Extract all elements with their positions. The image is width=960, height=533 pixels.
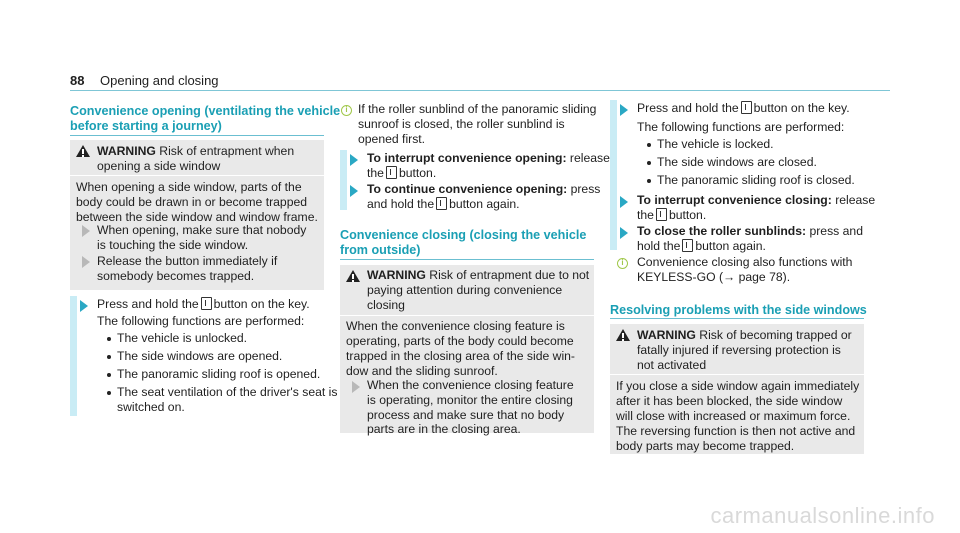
- page-header-title: Opening and closing: [100, 73, 219, 88]
- warning-body: The reversing function is then not active and: [616, 424, 856, 438]
- step-text: button.: [398, 166, 437, 180]
- warning-heading-cont: closing: [367, 298, 405, 312]
- step-arrow-icon: [350, 185, 358, 197]
- bullet-icon: [647, 161, 651, 165]
- warning-body: will close with increased or maximum force.: [616, 409, 851, 423]
- warning-step: process and make sure that no body: [367, 408, 565, 422]
- warning-icon: [76, 145, 90, 158]
- result-intro: The following functions are performed:: [97, 314, 305, 328]
- result-item: The seat ventilation of the driver's seat is: [117, 385, 338, 399]
- warning-label: WARNING: [637, 328, 696, 342]
- result-item: The vehicle is unlocked.: [117, 331, 248, 345]
- warning-label: WARNING: [367, 268, 426, 282]
- warning-heading-cont: opening a side window: [97, 159, 221, 173]
- unlock-button-icon: [201, 297, 212, 310]
- info-text: sunroof is closed, the roller sunblind is: [358, 117, 565, 131]
- step-arrow-icon: [80, 300, 88, 312]
- result-item: The side windows are closed.: [657, 155, 817, 169]
- warning-heading: Risk of becoming trapped or: [699, 328, 852, 342]
- warning-heading-cont: fatally injured if reversing protection is: [637, 343, 841, 357]
- step-label: To interrupt convenience closing:: [637, 193, 832, 207]
- step-text: release: [835, 193, 876, 207]
- step-label: To close the roller sunblinds:: [637, 224, 807, 238]
- section-title-convenience-opening-line1: Convenience opening (ventilating the vehicle: [70, 104, 341, 118]
- step-arrow-icon: [82, 256, 90, 268]
- step-text: hold the: [637, 239, 681, 253]
- result-intro: The following functions are performed:: [637, 120, 845, 134]
- page-number: 88: [70, 73, 85, 88]
- info-text: Convenience closing also functions with: [637, 255, 853, 269]
- section-title-resolving-problems: Resolving problems with the side windows: [610, 303, 867, 317]
- warning-label: WARNING: [97, 144, 156, 158]
- action-text: Press and hold the: [97, 297, 199, 311]
- header-divider: [70, 90, 890, 91]
- warning-step: is operating, monitor the entire closing: [367, 393, 573, 407]
- unlock-button-icon: [386, 166, 397, 179]
- warning-divider: [70, 175, 324, 176]
- warning-step: is touching the side window.: [97, 238, 249, 252]
- result-item: The vehicle is locked.: [657, 137, 774, 151]
- step-text: press and: [809, 224, 863, 238]
- step-sidebar: [610, 100, 617, 250]
- step-arrow-icon: [620, 227, 628, 239]
- warning-step: When opening, make sure that nobody: [97, 223, 307, 237]
- result-item: The panoramic sliding roof is opened.: [117, 367, 321, 381]
- warning-body: When opening a side window, parts of the: [76, 180, 302, 194]
- info-text: If the roller sunblind of the panoramic sliding: [358, 102, 597, 116]
- step-arrow-icon: [350, 154, 358, 166]
- result-item-cont: switched on.: [117, 400, 185, 414]
- warning-divider: [340, 315, 594, 316]
- bullet-icon: [647, 143, 651, 147]
- section-title-convenience-opening-line2: before starting a journey): [70, 119, 222, 133]
- lock-button-icon: [656, 208, 667, 221]
- info-icon: i: [617, 258, 628, 269]
- step-arrow-icon: [352, 381, 360, 393]
- warning-heading-cont: paying attention during convenience: [367, 283, 563, 297]
- bullet-icon: [107, 391, 111, 395]
- warning-body: dow and the sliding sunroof.: [346, 364, 498, 378]
- step-text: button again.: [449, 197, 520, 211]
- warning-body: When the convenience closing feature is: [346, 319, 565, 333]
- step-text: the: [367, 166, 384, 180]
- warning-icon: [616, 329, 630, 342]
- lock-button-icon: [682, 239, 693, 252]
- warning-body: after it has been blocked, the side window: [616, 394, 843, 408]
- info-text: KEYLESS-GO (→ page 78).: [637, 270, 791, 284]
- bullet-icon: [107, 355, 111, 359]
- bullet-icon: [107, 337, 111, 341]
- warning-heading: Risk of entrapment due to not: [429, 268, 590, 282]
- warning-body: between the side window and window frame.: [76, 210, 318, 224]
- warning-step: Release the button immediately if: [97, 254, 278, 268]
- result-item: The side windows are opened.: [117, 349, 283, 363]
- warning-heading-cont: not activated: [637, 358, 707, 372]
- step-label: To continue convenience opening:: [367, 182, 568, 196]
- step-arrow-icon: [82, 225, 90, 237]
- warning-step: somebody becomes trapped.: [97, 269, 255, 283]
- step-arrow-icon: [620, 104, 628, 116]
- step-arrow-icon: [620, 196, 628, 208]
- step-sidebar: [70, 296, 77, 416]
- step-text: the: [637, 208, 654, 222]
- step-text: button again.: [695, 239, 766, 253]
- bullet-icon: [107, 373, 111, 377]
- section-rule: [340, 259, 594, 260]
- warning-body: body parts may become trapped.: [616, 439, 795, 453]
- step-text: release: [569, 151, 610, 165]
- watermark: carmanualsonline.info: [710, 502, 935, 528]
- warning-heading: Risk of entrapment when: [159, 144, 295, 158]
- step-text: button.: [668, 208, 707, 222]
- warning-step: When the convenience closing feature: [367, 378, 574, 392]
- step-sidebar: [340, 150, 347, 210]
- info-text: opened first.: [358, 132, 426, 146]
- warning-body: operating, parts of the body could become: [346, 334, 574, 348]
- bullet-icon: [647, 179, 651, 183]
- warning-icon: [346, 270, 360, 283]
- section-rule: [610, 318, 864, 319]
- lock-button-icon: [741, 101, 752, 114]
- warning-body: If you close a side window again immediately: [616, 379, 860, 393]
- warning-divider: [610, 374, 864, 375]
- warning-body: trapped in the closing area of the side win‐: [346, 349, 575, 363]
- step-text: press: [570, 182, 601, 196]
- step-text: and hold the: [367, 197, 435, 211]
- result-item: The panoramic sliding roof is closed.: [657, 173, 855, 187]
- unlock-button-icon: [436, 197, 447, 210]
- action-text: Press and hold the: [637, 101, 739, 115]
- section-title-convenience-closing-line1: Convenience closing (closing the vehicle: [340, 228, 587, 242]
- section-rule: [70, 135, 324, 136]
- action-text: button on the key.: [213, 297, 310, 311]
- info-icon: i: [341, 105, 352, 116]
- section-title-convenience-closing-line2: from outside): [340, 243, 421, 257]
- action-text: button on the key.: [753, 101, 850, 115]
- warning-step: parts are in the closing area.: [367, 422, 521, 436]
- warning-body: body could be drawn in or become trapped: [76, 195, 308, 209]
- step-label: To interrupt convenience opening:: [367, 151, 567, 165]
